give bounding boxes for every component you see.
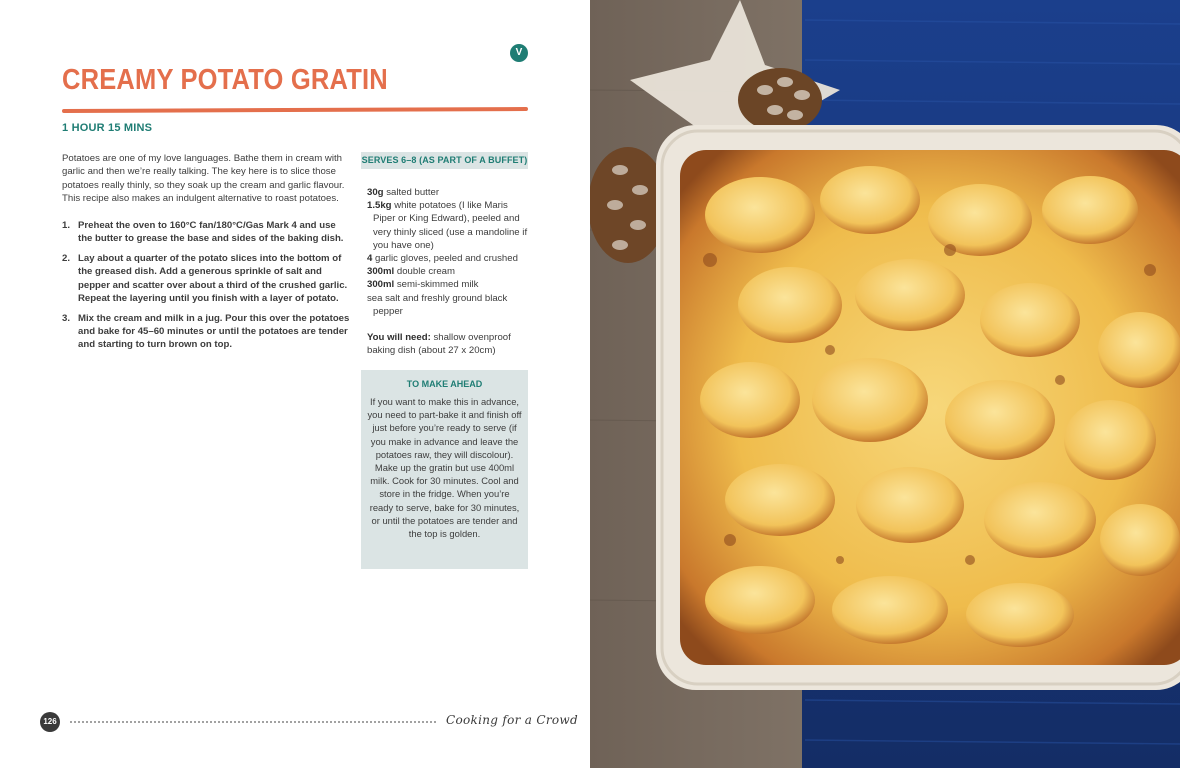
method-step <box>62 219 352 246</box>
step-text: Lay about a quarter of the potato slices into the bottom of the greased dish. Add a generous sprinkle of salt and pepper and scatter over about a third of the crushed garlic. Repeat the layering until you finish with a layer of potato. <box>78 253 348 304</box>
equipment-note <box>367 331 532 357</box>
page-number: 126 <box>40 712 60 732</box>
ingredient-qty: 300ml <box>367 266 395 278</box>
equipment-text: shallow ovenproof baking dish (about 27 x 20cm) <box>367 332 511 357</box>
make-ahead-box <box>361 370 528 569</box>
section-name: Cooking for a Crowd <box>446 713 578 727</box>
ingredient-item: garlic gloves, peeled and crushed <box>372 253 518 265</box>
gratin-photo <box>590 0 1180 768</box>
page-title: CREAMY POTATO GRATIN <box>62 64 388 96</box>
footer-dotted-rule <box>69 721 437 723</box>
step-text: Preheat the oven to 160°C fan/180°C/Gas Mark 4 and use the butter to grease the base and sides of the baking dish. <box>78 220 344 245</box>
ingredients-list <box>367 186 532 318</box>
serves-label: SERVES 6–8 (AS PART OF A BUFFET) <box>361 152 528 169</box>
step-text: Mix the cream and milk in a jug. Pour this over the potatoes and bake for 45–60 minutes or until the potatoes are tender and starting to turn brown on top. <box>78 312 350 351</box>
make-ahead-title: TO MAKE AHEAD <box>406 379 483 389</box>
ingredient-item: double cream <box>394 266 455 278</box>
make-ahead-text: If you want to make this in advance, you need to part-bake it and finish off just before you’re ready to serve (if you make in advance and leave the potatoes raw, they will discolour). Make up the gratin but use 400ml milk. Cook for 30 minutes. Cool and store in the fridge. When you’re ready to serve, bake for 30 minutes, or until the potatoes are tender and the top is golden. <box>367 396 522 540</box>
ingredient <box>367 278 532 291</box>
step-number: 1. <box>62 220 71 231</box>
step-number: 3. <box>62 312 71 324</box>
ingredient-item: salted butter <box>383 187 440 198</box>
method-step <box>62 312 352 352</box>
ingredient <box>367 186 532 199</box>
ingredient-qty: 300ml <box>367 279 395 291</box>
equipment-label: You will need: <box>367 332 431 343</box>
ingredient <box>367 292 532 318</box>
gratin-photo-illustration <box>590 0 1180 768</box>
cook-time: 1 HOUR 15 MINS <box>62 122 153 134</box>
method-steps <box>62 219 352 358</box>
ingredient-qty: 4 <box>367 253 373 265</box>
intro-paragraph: Potatoes are one of my love languages. Bathe them in cream with garlic and then we’re really talking. The key here is to slice those potatoes really thinly, so they soak up the cream and garlic flavour. This recipe also makes an indulgent alternative to roast potatoes. <box>62 153 345 204</box>
ingredient-qty: 30g <box>367 187 384 198</box>
ingredient <box>367 252 532 265</box>
ingredient-item: white potatoes (I like Maris Piper or King Edward), peeled and very thinly sliced (use a mandoline if you have one) <box>373 200 528 251</box>
method-step <box>62 252 352 305</box>
pine-cone-decoration <box>738 68 822 132</box>
ingredient-qty: 1.5kg <box>367 200 392 212</box>
ingredient-item: semi-skimmed milk <box>394 279 479 291</box>
vegetarian-badge: V <box>510 44 528 62</box>
title-underline <box>62 107 528 113</box>
ingredient <box>367 199 532 252</box>
ingredient <box>367 265 532 278</box>
step-number: 2. <box>62 253 71 265</box>
ingredient-item: sea salt and freshly ground black pepper <box>367 292 508 317</box>
